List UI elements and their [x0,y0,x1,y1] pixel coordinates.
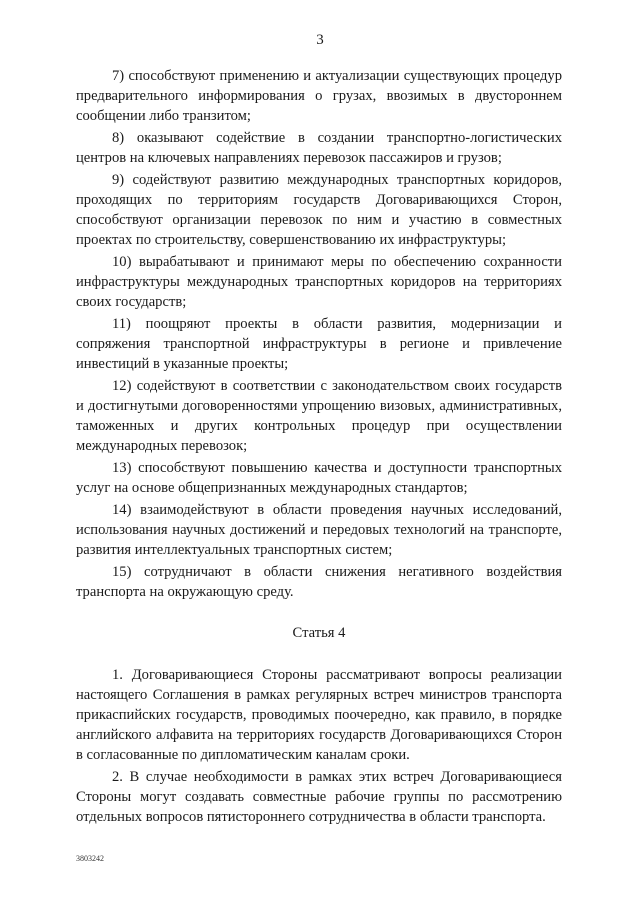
article-heading: Статья 4 [292,625,346,641]
list-item: 11) поощряют проекты в области развития, модернизации и сопряжения транспортной инфраструктуры в регионе и привлечение инвестиций в указанные проекты; [76,316,562,372]
article-paragraph: 1. Договаривающиеся Стороны рассматривают вопросы реализации настоящего Соглашения в рамках регулярных встреч министров транспорта прикаспийских государств, проводимых поочередно, как правило, в порядке английского алфавита на территориях государств Договаривающихся Сторон в согласованные по дипломатическим каналам сроки. [76,667,562,763]
article-paragraph: 2. В случае необходимости в рамках этих встреч Договаривающиеся Стороны могут создавать совместные рабочие группы по рассмотрению отдельных вопросов пятистороннего сотрудничества в области транспорта. [76,769,562,825]
list-item: 12) содействуют в соответствии с законодательством своих государств и достигнутыми договоренностями упрощению визовых, административных, таможенных и других контрольных процедур при осуществлении международных перевозок; [76,378,562,454]
document-code: 3803242 [76,854,104,863]
page-number: 3 [316,32,324,48]
list-item: 9) содействуют развитию международных транспортных коридоров, проходящих по территориям государств Договаривающихся Сторон, способствуют организации перевозок по ним и участию в совместных проектах по строительству, совершенствованию их инфраструктуры; [76,172,562,248]
list-item: 7) способствуют применению и актуализации существующих процедур предварительного информирования о грузах, ввозимых в двустороннем сообщении либо транзитом; [76,68,562,124]
list-item: 10) вырабатывают и принимают меры по обеспечению сохранности инфраструктуры международных транспортных коридоров на территориях своих государств; [76,254,562,310]
list-item: 13) способствуют повышению качества и доступности транспортных услуг на основе общепризнанных международных стандартов; [76,460,562,496]
list-item: 8) оказывают содействие в создании транспортно-логистических центров на ключевых направлениях перевозок пассажиров и грузов; [76,130,562,166]
document-body [76,66,562,829]
list-item: 14) взаимодействуют в области проведения научных исследований, использования научных достижений и передовых технологий на транспорте, развития интеллектуальных транспортных систем; [76,502,562,558]
list-item: 15) сотрудничают в области снижения негативного воздействия транспорта на окружающую среду. [76,564,562,600]
